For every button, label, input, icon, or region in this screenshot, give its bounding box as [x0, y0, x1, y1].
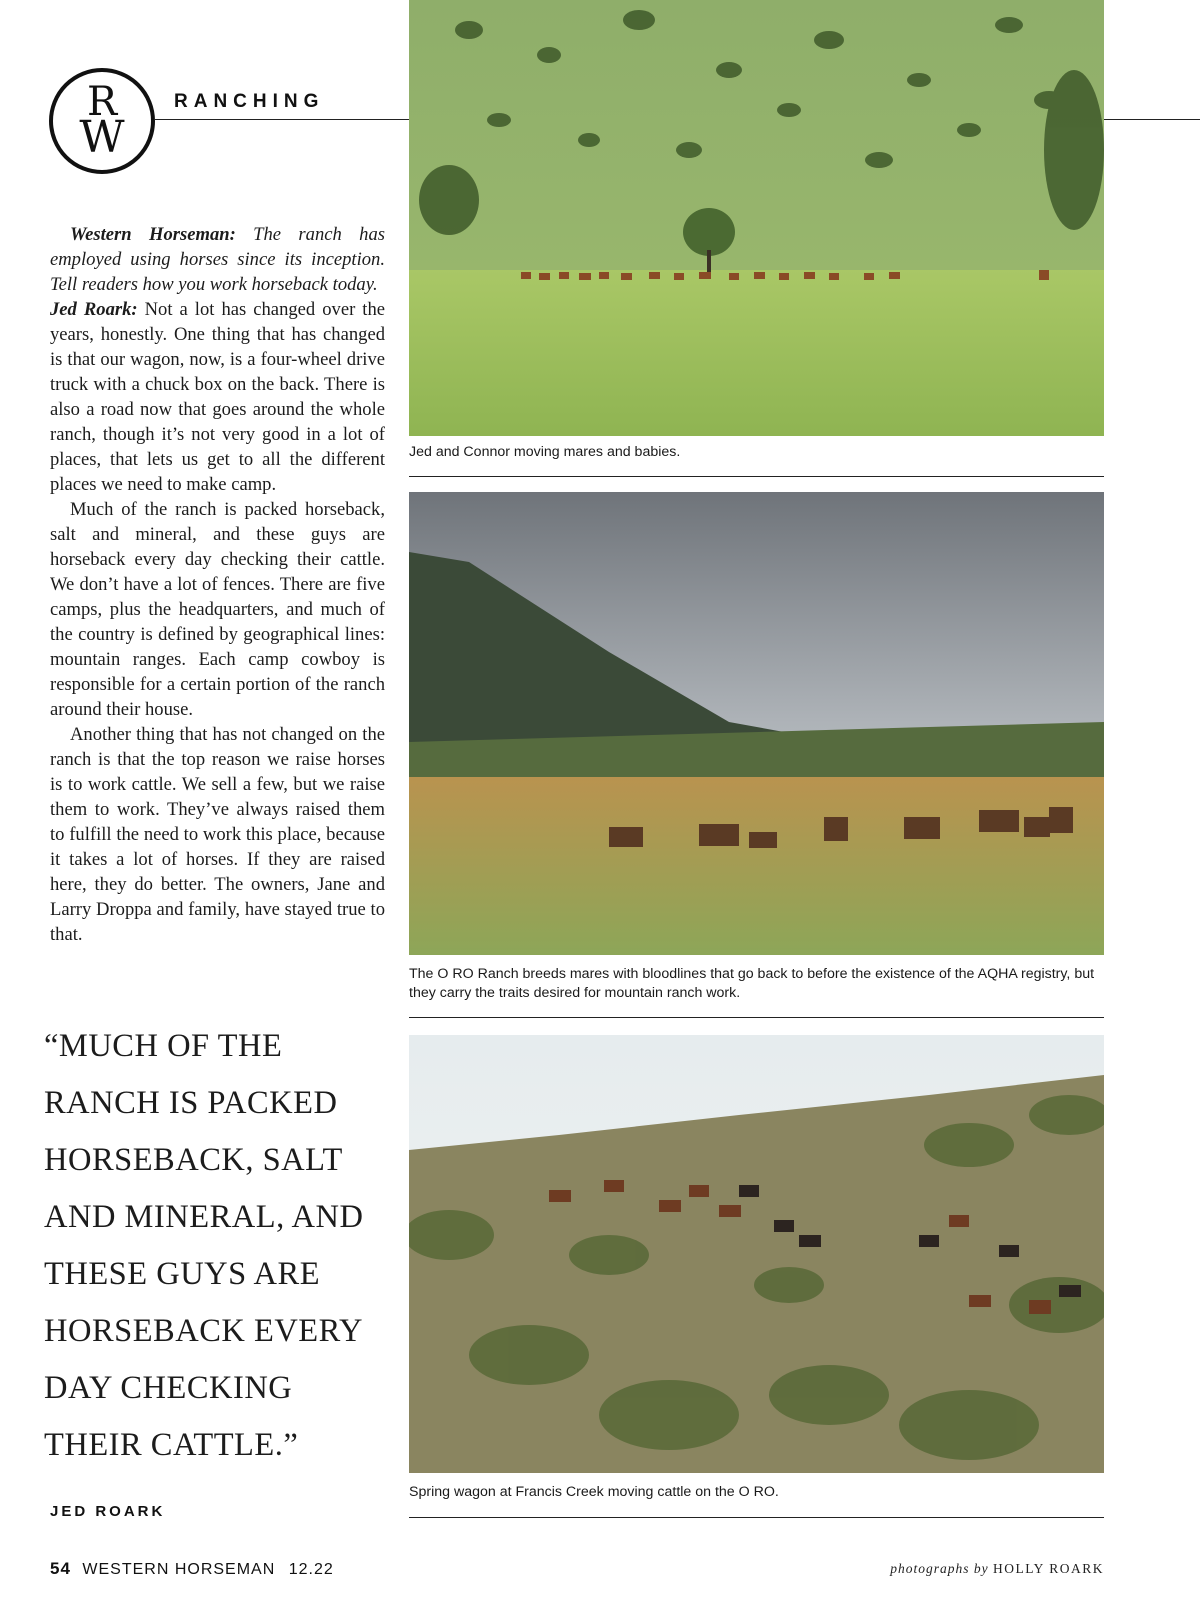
answer-speaker: Jed Roark: [50, 299, 138, 320]
answer-text: Not a lot has changed over the years, honestly. One thing that has changed is that our wagon, now, is a four-wheel drive truck with a chuck box on the back. There is also a road now that goes around the whole ranch, though it’s not very good in a lot of places, that lets us get to all the different places we need to make camp. [50, 299, 385, 495]
body-paragraph-2: Much of the ranch is packed horseback, salt and mineral, and these guys are horseback every day checking their cattle. We don’t have a lot of fences. There are five camps, plus the headquarters, and much of the country is defined by geographical lines: mountain ranges. Each camp cowboy is responsible for a certain portion of the ranch around their house. [50, 499, 385, 720]
folio [50, 1559, 334, 1579]
page-number: 54 [50, 1559, 71, 1578]
photo-caption: Spring wagon at Francis Creek moving cattle on the O RO. [409, 1484, 779, 1500]
pull-quote-attribution: JED ROARK [50, 1503, 166, 1520]
photo-caption: The O RO Ranch breeds mares with bloodlines that go back to before the existence of the AQHA registry, but they carry the traits desired for mountain ranch work. [409, 966, 1095, 1001]
credit-lead: photographs by [890, 1561, 989, 1576]
photo-oro-mares [409, 492, 1104, 955]
caption-rule [409, 1517, 1104, 1518]
header-rule-left [155, 119, 409, 120]
photographer-name: HOLLY ROARK [992, 1561, 1104, 1576]
question-paragraph [50, 222, 385, 297]
issue-date: 12.22 [288, 1561, 334, 1578]
logo-letter-r: R [86, 79, 118, 125]
logo-letter-w: W [79, 112, 125, 163]
body-paragraph-3: Another thing that has not changed on the ranch is that the top reason we raise horses is to work cattle. We sell a few, but we raise them to work. They’ve always raised them to fulfill the need to work this place, because it takes a lot of horses. If they are raised here, they do better. The owners, Jane and Larry Droppa and family, have stayed true to that. [50, 724, 385, 945]
question-text: The ranch has employed using horses since its inception. Tell readers how you work horseback today. [50, 224, 385, 295]
photo-spring-wagon-cattle [409, 1035, 1104, 1473]
answer-paragraph [50, 297, 385, 497]
header-rule-right [1104, 119, 1200, 120]
caption-rule [409, 1017, 1104, 1018]
article-body [50, 222, 385, 947]
section-label: RANCHING [174, 91, 325, 112]
photo-caption: Jed and Connor moving mares and babies. [409, 444, 681, 460]
question-speaker: Western Horseman: [70, 224, 236, 245]
caption-rule [409, 476, 1104, 477]
photo-credit [890, 1561, 1104, 1577]
pull-quote: “MUCH OF THE RANCH IS PACKED HORSEBACK, SALT AND MINERAL, AND THESE GUYS ARE HORSEBACK EVERY DAY CHECKING THEIR CATTLE.” [44, 1028, 364, 1463]
photo-mares-and-babies [409, 0, 1104, 436]
rw-logo [49, 68, 155, 174]
publication-name: WESTERN HORSEMAN [82, 1561, 276, 1578]
